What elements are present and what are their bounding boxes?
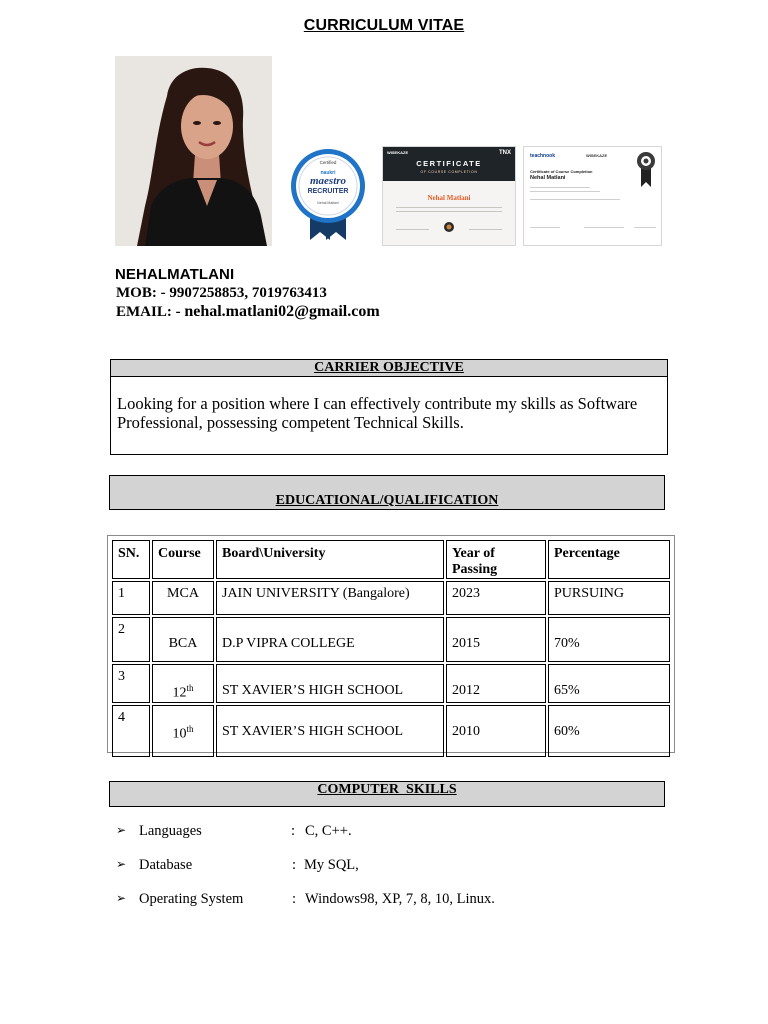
cell-course-text: BCA bbox=[168, 636, 198, 651]
badge-certified: Certified bbox=[319, 160, 337, 165]
skill-label: Database bbox=[139, 857, 193, 873]
skill-label: Languages bbox=[139, 823, 202, 839]
badge-role: RECRUITER bbox=[307, 188, 349, 195]
computer-skills-heading-label: COMPUTER SKILLS bbox=[317, 782, 457, 797]
email-label: EMAIL: - bbox=[116, 304, 185, 320]
cell-course-grade: 12 bbox=[172, 685, 187, 701]
cell-course-text bbox=[158, 710, 208, 743]
skill-separator: : bbox=[291, 823, 296, 839]
cell-year-text: 2015 bbox=[452, 636, 480, 651]
certificate-2-partner: WISEKAZE bbox=[586, 153, 608, 158]
certificate-title: CERTIFICATE bbox=[416, 159, 482, 168]
email-address[interactable]: nehal.matlani02@gmail.com bbox=[184, 303, 380, 320]
table-row bbox=[112, 617, 670, 662]
table-header-row bbox=[112, 540, 670, 579]
cell-board-text: ST XAVIER’S HIGH SCHOOL bbox=[222, 723, 404, 739]
arrow-bullet-icon: ➢ bbox=[116, 823, 127, 837]
certificate-recipient: Nehal Matlani bbox=[427, 194, 471, 202]
cell-board bbox=[216, 705, 444, 757]
skill-label: Operating System bbox=[139, 891, 244, 907]
certificate-subtitle: OF COURSE COMPLETION bbox=[420, 170, 478, 174]
cell-course bbox=[152, 664, 214, 703]
career-objective-heading: CARRIER OBJECTIVE bbox=[111, 360, 667, 377]
cell-year-text: 2012 bbox=[452, 683, 480, 698]
skill-value: My SQL, bbox=[304, 857, 359, 873]
education-table bbox=[110, 538, 672, 759]
cell-year bbox=[446, 664, 546, 703]
profile-photo bbox=[115, 56, 272, 246]
table-row bbox=[112, 664, 670, 703]
certificate-2-brand: teachnook bbox=[530, 153, 556, 159]
cell-year bbox=[446, 617, 546, 662]
cell-sn: 3 bbox=[112, 664, 150, 703]
skill-separator: : bbox=[292, 891, 297, 907]
badge-name: Nehal Matlani bbox=[317, 201, 339, 205]
skill-value: C, C++. bbox=[305, 823, 352, 839]
recruiter-badge bbox=[288, 148, 368, 242]
table-row bbox=[112, 581, 670, 615]
computer-skills-heading bbox=[109, 781, 665, 807]
cell-year bbox=[446, 705, 546, 757]
badge-main: maestro bbox=[309, 175, 347, 187]
cell-course bbox=[152, 617, 214, 662]
cell-year: 2023 bbox=[446, 581, 546, 615]
table-row bbox=[112, 705, 670, 757]
skill-value: Windows98, XP, 7, 8, 10, Linux. bbox=[305, 891, 495, 907]
mobile-numbers: MOB: - 9907258853, 7019763413 bbox=[116, 285, 327, 301]
cell-course-suffix: th bbox=[186, 723, 194, 734]
cell-course-grade: 10 bbox=[172, 726, 187, 742]
cell-board-text: ST XAVIER’S HIGH SCHOOL bbox=[222, 683, 404, 698]
cell-percentage bbox=[548, 664, 670, 703]
cell-percentage-text: 65% bbox=[554, 683, 580, 698]
cell-board-text: D.P VIPRA COLLEGE bbox=[222, 636, 355, 651]
certificate-2-recipient: Nehal Matlani bbox=[530, 175, 566, 181]
course-certificate-2 bbox=[523, 146, 662, 246]
cell-percentage-text: 70% bbox=[554, 636, 580, 651]
cell-sn: 4 bbox=[112, 705, 150, 757]
cell-percentage: PURSUING bbox=[548, 581, 670, 615]
column-header-course: Course bbox=[152, 540, 214, 579]
cell-course-text bbox=[158, 669, 208, 702]
cell-course: MCA bbox=[152, 581, 214, 615]
cell-board: JAIN UNIVERSITY (Bangalore) bbox=[216, 581, 444, 615]
candidate-name: NEHALMATLANI bbox=[115, 266, 235, 283]
email-line bbox=[116, 303, 380, 321]
certificate-brand: WISEKAZE bbox=[387, 150, 409, 155]
cell-sn: 1 bbox=[112, 581, 150, 615]
cell-board bbox=[216, 617, 444, 662]
career-objective-text: Looking for a position where I can effectively contribute my skills as Software Professional, possessing competent Technical Skills. bbox=[117, 394, 638, 432]
cell-percentage bbox=[548, 617, 670, 662]
cell-course-suffix: th bbox=[186, 683, 194, 693]
document-title: CURRICULUM VITAE bbox=[303, 17, 465, 34]
column-header-sn: SN. bbox=[112, 540, 150, 579]
cell-year-text: 2010 bbox=[452, 723, 480, 739]
education-heading-label: EDUCATIONAL/QUALIFICATION bbox=[275, 493, 499, 508]
cell-percentage bbox=[548, 705, 670, 757]
badge-brand: naukri bbox=[320, 170, 336, 176]
arrow-bullet-icon: ➢ bbox=[116, 857, 127, 871]
column-header-year: Year of Passing bbox=[446, 540, 546, 579]
arrow-bullet-icon: ➢ bbox=[116, 891, 127, 905]
education-table-frame bbox=[107, 535, 675, 753]
skill-separator: : bbox=[292, 857, 297, 873]
cell-course bbox=[152, 705, 214, 757]
certificate-org-logo: TNX bbox=[499, 150, 511, 156]
career-objective-section bbox=[110, 359, 668, 455]
education-heading bbox=[109, 475, 665, 510]
cell-percentage-text: 60% bbox=[554, 723, 580, 739]
certificate-2-title: Certificate of Course Completion bbox=[530, 169, 593, 174]
cell-board bbox=[216, 664, 444, 703]
column-header-board: Board\University bbox=[216, 540, 444, 579]
column-header-percentage: Percentage bbox=[548, 540, 670, 579]
course-certificate-1 bbox=[382, 146, 516, 246]
cell-sn: 2 bbox=[112, 617, 150, 662]
